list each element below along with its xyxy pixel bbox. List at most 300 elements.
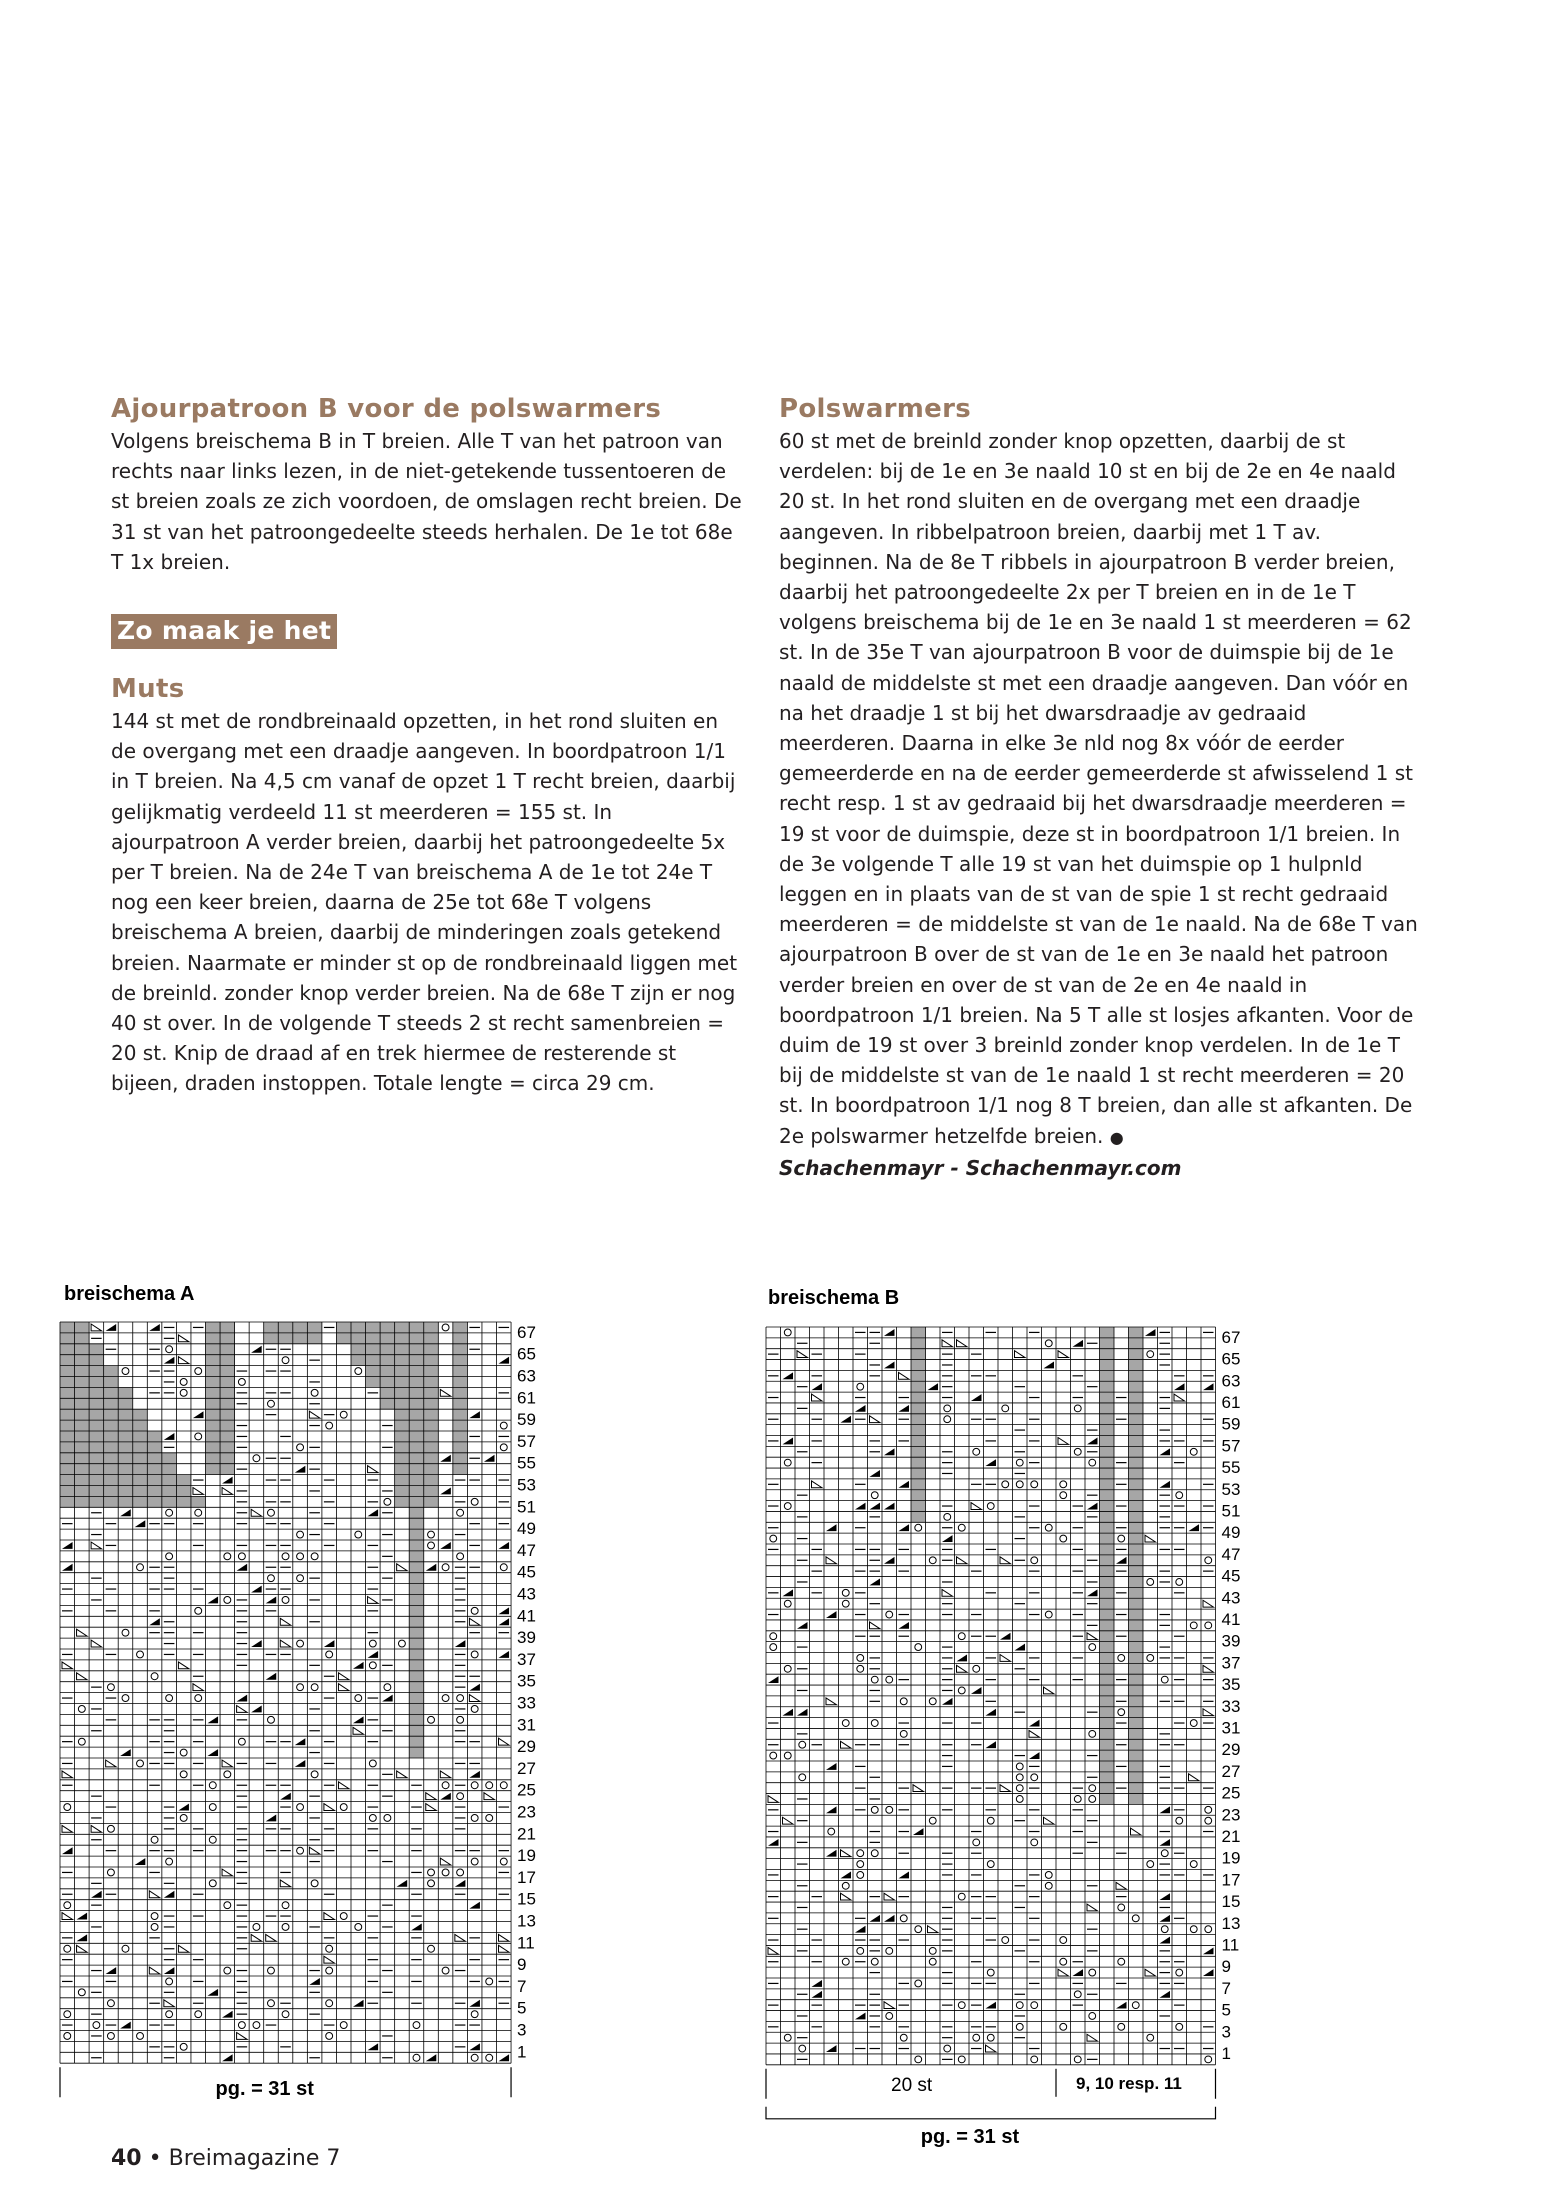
chart-shaded-cell [206,1453,221,1464]
chart-shaded-cell [104,1486,119,1497]
yarn-over-symbol [1147,1655,1154,1662]
yarn-over-symbol [500,1858,507,1865]
chart-shaded-cell [424,1333,439,1344]
decrease-left-symbol [812,1991,823,1998]
decrease-right-symbol [164,2000,175,2007]
decrease-left-symbol [455,1880,466,1887]
row-number-label: 15 [1221,1892,1241,1912]
decrease-right-symbol [1000,1557,1011,1564]
chart-shaded-cell [409,1486,424,1497]
decrease-right-symbol [1116,1882,1127,1889]
chart-shaded-cell [424,1431,439,1442]
yarn-over-symbol [180,1379,187,1386]
decrease-right-symbol [1203,1600,1214,1607]
decrease-left-symbol [499,1651,510,1658]
row-number-label: 9 [517,1955,527,1975]
decrease-left-symbol [164,1357,175,1364]
chart-shaded-cell [1100,1349,1115,1360]
chart-shaded-cell [395,1464,410,1475]
decrease-left-symbol [62,1564,73,1571]
decrease-left-symbol [469,1771,480,1778]
chart-shaded-cell [409,1442,424,1453]
chart-shaded-cell [206,1431,221,1442]
chart-shaded-cell [118,1496,133,1507]
decrease-right-symbol [812,1394,823,1401]
row-number-label: 55 [1221,1458,1241,1478]
yarn-over-symbol [166,1346,173,1353]
chart-shaded-cell [1129,1653,1144,1664]
chart-shaded-cell [1100,1403,1115,1414]
yarn-over-symbol [1132,2002,1139,2009]
row-number-label: 57 [1221,1436,1241,1456]
chart-shaded-cell [1129,1794,1144,1805]
yarn-over-symbol [486,1978,493,1985]
yarn-over-symbol [64,2033,71,2040]
decrease-left-symbol [208,1716,219,1723]
decrease-right-symbol [469,1695,480,1702]
decrease-left-symbol [440,1455,451,1462]
yarn-over-symbol [1002,1481,1009,1488]
chart-shaded-cell [206,1322,221,1333]
chart-shaded-cell [60,1409,75,1420]
yarn-over-symbol [1016,1459,1023,1466]
chart-shaded-cell [1129,1566,1144,1577]
yarn-over-symbol [915,1524,922,1531]
yarn-over-symbol [944,1513,951,1520]
yarn-over-symbol [1089,1796,1096,1803]
decrease-left-symbol [870,1579,881,1586]
yarn-over-symbol [442,1695,449,1702]
chart-shaded-cell [133,1442,148,1453]
yarn-over-symbol [973,1839,980,1846]
decrease-right-symbol [222,1488,233,1495]
decrease-right-symbol [338,1782,349,1789]
chart-shaded-cell [220,1377,235,1388]
row-number-label: 53 [517,1475,536,1495]
chart-shaded-cell [409,1627,424,1638]
yarn-over-symbol [471,1782,478,1789]
decrease-left-symbol [899,1622,910,1629]
yarn-over-symbol [1190,1622,1197,1629]
chart-shaded-cell [1129,1425,1144,1436]
chart-shaded-cell [911,1338,926,1349]
chart-shaded-cell [1129,1783,1144,1794]
yarn-over-symbol [1205,1926,1212,1933]
yarn-over-symbol [282,1597,289,1604]
yarn-over-symbol [137,2033,144,2040]
decrease-right-symbol [484,1793,495,1800]
chart-shaded-cell [60,1344,75,1355]
chart-shaded-cell [307,1333,322,1344]
chart-shaded-cell [1129,1522,1144,1533]
chart-shaded-cell [1129,1501,1144,1512]
chart-shaded-cell [395,1333,410,1344]
chart-shaded-cell [409,1431,424,1442]
chart-shaded-cell [118,1442,133,1453]
decrease-left-symbol [397,1880,408,1887]
chart-shaded-cell [220,1344,235,1355]
decrease-left-symbol [208,1749,219,1756]
yarn-over-symbol [929,1698,936,1705]
decrease-right-symbol [440,1771,451,1778]
chart-shaded-cell [424,1464,439,1475]
yarn-over-symbol [1161,1926,1168,1933]
decrease-left-symbol [1073,1340,1084,1347]
yarn-over-symbol [1002,1405,1009,1412]
decrease-right-symbol [62,1662,73,1669]
yarn-over-symbol [195,2011,202,2018]
yarn-over-symbol [166,1553,173,1560]
chart-shaded-cell [351,1344,366,1355]
yarn-over-symbol [1205,1817,1212,1824]
yarn-over-symbol [442,1564,449,1571]
yarn-over-symbol [398,1640,405,1647]
decrease-right-symbol [499,1945,510,1952]
decrease-left-symbol [783,1709,794,1716]
chart-shaded-cell [206,1377,221,1388]
chart-shaded-cell [380,1344,395,1355]
chart-shaded-cell [206,1333,221,1344]
decrease-right-symbol [870,1416,881,1423]
decrease-right-symbol [1000,1655,1011,1662]
decrease-left-symbol [1015,1644,1026,1651]
decrease-right-symbol [870,1622,881,1629]
yarn-over-symbol [500,1564,507,1571]
chart-shaded-cell [395,1344,410,1355]
decrease-right-symbol [280,1640,291,1647]
chart-shaded-cell [453,1442,468,1453]
yarn-over-symbol [1161,1850,1168,1857]
yarn-over-symbol [297,1847,304,1854]
decrease-left-symbol [295,1738,306,1745]
chart-shaded-cell [162,1475,177,1486]
yarn-over-symbol [166,2011,173,2018]
decrease-right-symbol [499,1934,510,1941]
yarn-over-symbol [842,1589,849,1596]
chart-shaded-cell [1129,1642,1144,1653]
chart-shaded-cell [1129,1696,1144,1707]
chart-shaded-cell [395,1377,410,1388]
decrease-left-symbol [382,1695,393,1702]
chart-shaded-cell [104,1420,119,1431]
yarn-over-symbol [180,1749,187,1756]
decrease-left-symbol [971,1394,982,1401]
chart-shaded-cell [395,1366,410,1377]
chart-shaded-cell [1129,1360,1144,1371]
yarn-over-symbol [1118,1709,1125,1716]
chart-shaded-cell [409,1540,424,1551]
yarn-over-symbol [799,1741,806,1748]
yarn-over-symbol [297,1531,304,1538]
decrease-right-symbol [841,1741,852,1748]
chart-shaded-cell [409,1704,424,1715]
yarn-over-symbol [1016,2002,1023,2009]
yarn-over-symbol [784,1600,791,1607]
chart-shaded-cell [1129,1479,1144,1490]
decrease-left-symbol [884,1329,895,1336]
yarn-over-symbol [471,1706,478,1713]
yarn-over-symbol [209,1804,216,1811]
decrease-right-symbol [1044,1817,1055,1824]
decrease-right-symbol [986,2045,997,2052]
chart-shaded-cell [220,1420,235,1431]
yarn-over-symbol [1147,1579,1154,1586]
repeat-label: pg. = 31 st [215,2078,314,2101]
yarn-over-symbol [209,1782,216,1789]
yarn-over-symbol [857,1383,864,1390]
yarn-over-symbol [842,1720,849,1727]
decrease-right-symbol [222,1760,233,1767]
yarn-over-symbol [355,1368,362,1375]
chart-shaded-cell [1129,1718,1144,1729]
chart-shaded-cell [75,1398,90,1409]
yarn-over-symbol [137,1564,144,1571]
section-text-ajourpatroon-b: Volgens breischema B in T breien. Alle T van het patroon van rechts naar links lezen, in de niet-getekende tussentoeren de st breien zoals ze zich voordoen, de omslagen recht breien. De 31 st van het patroongedeelte steeds herhalen. De 1e tot 68e T 1x breien. [111,429,742,574]
yarn-over-symbol [1060,1958,1067,1965]
yarn-over-symbol [958,1524,965,1531]
yarn-over-symbol [871,1806,878,1813]
yarn-over-symbol [1031,2002,1038,2009]
chart-shaded-cell [89,1496,104,1507]
yarn-over-symbol [1190,1720,1197,1727]
chart-shaded-cell [453,1366,468,1377]
decrease-left-symbol [1189,1524,1200,1531]
chart-shaded-cell [409,1322,424,1333]
chart-shaded-cell [409,1605,424,1616]
decrease-left-symbol [1160,1991,1171,1998]
decrease-right-symbol [368,1597,379,1604]
chart-shaded-cell [1129,1349,1144,1360]
yarn-over-symbol [958,2002,965,2009]
decrease-left-symbol [1087,1589,1098,1596]
chart-shaded-cell [176,1486,191,1497]
yarn-over-symbol [224,1902,231,1909]
decrease-right-symbol [942,1589,953,1596]
decrease-left-symbol [1029,1720,1040,1727]
chart-shaded-cell [395,1355,410,1366]
yarn-over-symbol [1016,2023,1023,2030]
row-number-label: 25 [1221,1783,1241,1803]
decrease-left-symbol [164,1967,175,1974]
yarn-over-symbol [1060,1481,1067,1488]
yarn-over-symbol [224,1597,231,1604]
chart-shaded-cell [89,1442,104,1453]
chart-shaded-cell [409,1660,424,1671]
row-number-label: 41 [1221,1609,1241,1629]
chart-shaded-cell [409,1496,424,1507]
chart-shaded-cell [147,1453,162,1464]
yarn-over-symbol [268,1400,275,1407]
yarn-over-symbol [180,1815,187,1822]
yarn-over-symbol [209,1880,216,1887]
yarn-over-symbol [311,1389,318,1396]
row-number-label: 23 [1221,1805,1241,1825]
decrease-right-symbol [397,1771,408,1778]
chart-shaded-cell [1100,1783,1115,1794]
decrease-left-symbol [884,1448,895,1455]
chart-shaded-cell [89,1366,104,1377]
yarn-over-symbol [500,1422,507,1429]
row-number-label: 5 [1221,2000,1231,2020]
decrease-right-symbol [826,1698,837,1705]
label-20-st: 20 st [891,2074,933,2096]
row-number-label: 47 [517,1540,536,1560]
chart-shaded-cell [89,1387,104,1398]
yarn-over-symbol [137,1651,144,1658]
chart-shaded-cell [60,1475,75,1486]
row-number-label: 59 [517,1410,536,1430]
decrease-left-symbol [295,1760,306,1767]
row-number-label: 13 [517,1911,536,1931]
decrease-left-symbol [884,1503,895,1510]
chart-shaded-cell [1100,1598,1115,1609]
yarn-over-symbol [413,2022,420,2029]
yarn-over-symbol [900,1698,907,1705]
decrease-left-symbol [768,1839,779,1846]
decrease-right-symbol [178,1357,189,1364]
chart-shaded-cell [60,1453,75,1464]
decrease-left-symbol [855,1503,866,1510]
chart-shaded-cell [1100,1522,1115,1533]
chart-shaded-cell [104,1496,119,1507]
decrease-left-symbol [77,1934,88,1941]
yarn-over-symbol [180,1389,187,1396]
chart-shaded-cell [133,1453,148,1464]
yarn-over-symbol [224,1771,231,1778]
chart-shaded-cell [424,1409,439,1420]
decrease-left-symbol [783,1438,794,1445]
chart-shaded-cell [206,1366,221,1377]
yarn-over-symbol [1060,1937,1067,1944]
decrease-left-symbol [797,1622,808,1629]
yarn-over-symbol [784,1459,791,1466]
chart-shaded-cell [1129,1609,1144,1620]
yarn-over-symbol [1205,1806,1212,1813]
yarn-over-symbol [1089,1969,1096,1976]
decrease-left-symbol [295,1466,306,1473]
chart-shaded-cell [75,1355,90,1366]
yarn-over-symbol [209,1836,216,1843]
yarn-over-symbol [886,1676,893,1683]
chart-shaded-cell [911,1414,926,1425]
yarn-over-symbol [384,1815,391,1822]
row-number-label: 19 [517,1846,536,1866]
decrease-left-symbol [499,1542,510,1549]
row-number-label: 27 [1221,1761,1241,1781]
chart-shaded-cell [424,1398,439,1409]
yarn-over-symbol [886,1947,893,1954]
yarn-over-symbol [369,1640,376,1647]
decrease-right-symbol [957,1665,968,1672]
decrease-left-symbol [469,2043,480,2050]
yarn-over-symbol [987,1861,994,1868]
row-number-label: 13 [1221,1913,1241,1933]
decrease-left-symbol [942,1535,953,1542]
decrease-right-symbol [1029,1730,1040,1737]
chart-shaded-cell [1129,1446,1144,1457]
chart-shaded-cell [409,1562,424,1573]
chart-shaded-cell [911,1490,926,1501]
row-number-label: 33 [1221,1696,1241,1716]
decrease-left-symbol [120,1749,131,1756]
chart-shaded-cell [1129,1555,1144,1566]
decrease-left-symbol [1160,1839,1171,1846]
yarn-over-symbol [1190,1448,1197,1455]
chart-shaded-cell [75,1366,90,1377]
chart-shaded-cell [220,1442,235,1453]
banner-zo-maak-je-het: Zo maak je het [111,614,337,649]
yarn-over-symbol [486,1782,493,1789]
decrease-left-symbol [1116,2002,1127,2009]
chart-shaded-cell [104,1431,119,1442]
decrease-right-symbol [1131,1828,1142,1835]
decrease-left-symbol [1203,1969,1214,1976]
section-title-ajourpatroon-b: Ajourpatroon B voor de polswarmers [111,394,662,424]
yarn-over-symbol [1205,1622,1212,1629]
decrease-right-symbol [884,2002,895,2009]
section-text-muts: 144 st met de rondbreinaald opzetten, in het rond sluiten en de overgang met een draadje aangeven. In boordpatroon 1/1 in T breien. Na 4,5 cm vanaf de opzet 1 T recht breien, daarbij gelijkmatig verdeeld 11 st meerderen = 155 st. In ajourpatroon A verder breien, daarbij het patroongedeelte 5x per T breien. Na de 24e T van breischema A de 1e tot 24e T nog een keer breien, daarna de 25e tot 68e T volgens breischema A breien, daarbij de minderingen zoals getekend breien. Naarmate er minder st op de rondbreinaald liggen met de breinld. zonder knop verder breien. Na de 68e T zijn er nog 40 st over. In de volgende T steeds 2 st recht samenbreien = 20 st. Knip de draad af en trek hiermee de resterende st bijeen, draden instoppen. Totale lengte = circa 29 cm. [111,709,738,1096]
yarn-over-symbol [442,1967,449,1974]
yarn-over-symbol [384,1498,391,1505]
yarn-over-symbol [886,1611,893,1618]
yarn-over-symbol [442,1782,449,1789]
chart-shaded-cell [911,1425,926,1436]
chart-shaded-cell [424,1322,439,1333]
yarn-over-symbol [486,1815,493,1822]
chart-shaded-cell [206,1398,221,1409]
yarn-over-symbol [224,1967,231,1974]
decrease-left-symbol [120,1509,131,1516]
decrease-left-symbol [135,1858,146,1865]
chart-shaded-cell [424,1442,439,1453]
chart-shaded-cell [911,1349,926,1360]
yarn-over-symbol [784,1329,791,1336]
yarn-over-symbol [268,2000,275,2007]
yarn-over-symbol [799,2045,806,2052]
chart-shaded-cell [1129,1436,1144,1447]
yarn-over-symbol [1031,1481,1038,1488]
yarn-over-symbol [1205,2056,1212,2063]
chart-shaded-cell [147,1475,162,1486]
chart-shaded-cell [424,1355,439,1366]
decrease-right-symbol [1145,1535,1156,1542]
chart-shaded-cell [453,1431,468,1442]
chart-shaded-cell [409,1529,424,1540]
yarn-over-symbol [151,1924,158,1931]
chart-shaded-cell [206,1355,221,1366]
chart-shaded-cell [1129,1772,1144,1783]
decrease-left-symbol [208,1597,219,1604]
chart-shaded-cell [60,1377,75,1388]
decrease-left-symbol [426,1564,437,1571]
chart-shaded-cell [1129,1403,1144,1414]
yarn-over-symbol [195,1433,202,1440]
decrease-left-symbol [208,1989,219,1996]
yarn-over-symbol [442,1869,449,1876]
chart-shaded-cell [453,1322,468,1333]
chart-shaded-cell [1100,1631,1115,1642]
yarn-over-symbol [428,1542,435,1549]
decrease-right-symbol [841,1850,852,1857]
decrease-right-symbol [91,1324,102,1331]
decrease-left-symbol [957,1655,968,1662]
yarn-over-symbol [987,1969,994,1976]
yarn-over-symbol [1074,1991,1081,1998]
chart-shaded-cell [1100,1533,1115,1544]
decrease-left-symbol [499,1607,510,1614]
chart-shaded-cell [133,1475,148,1486]
decrease-left-symbol [499,2054,510,2061]
